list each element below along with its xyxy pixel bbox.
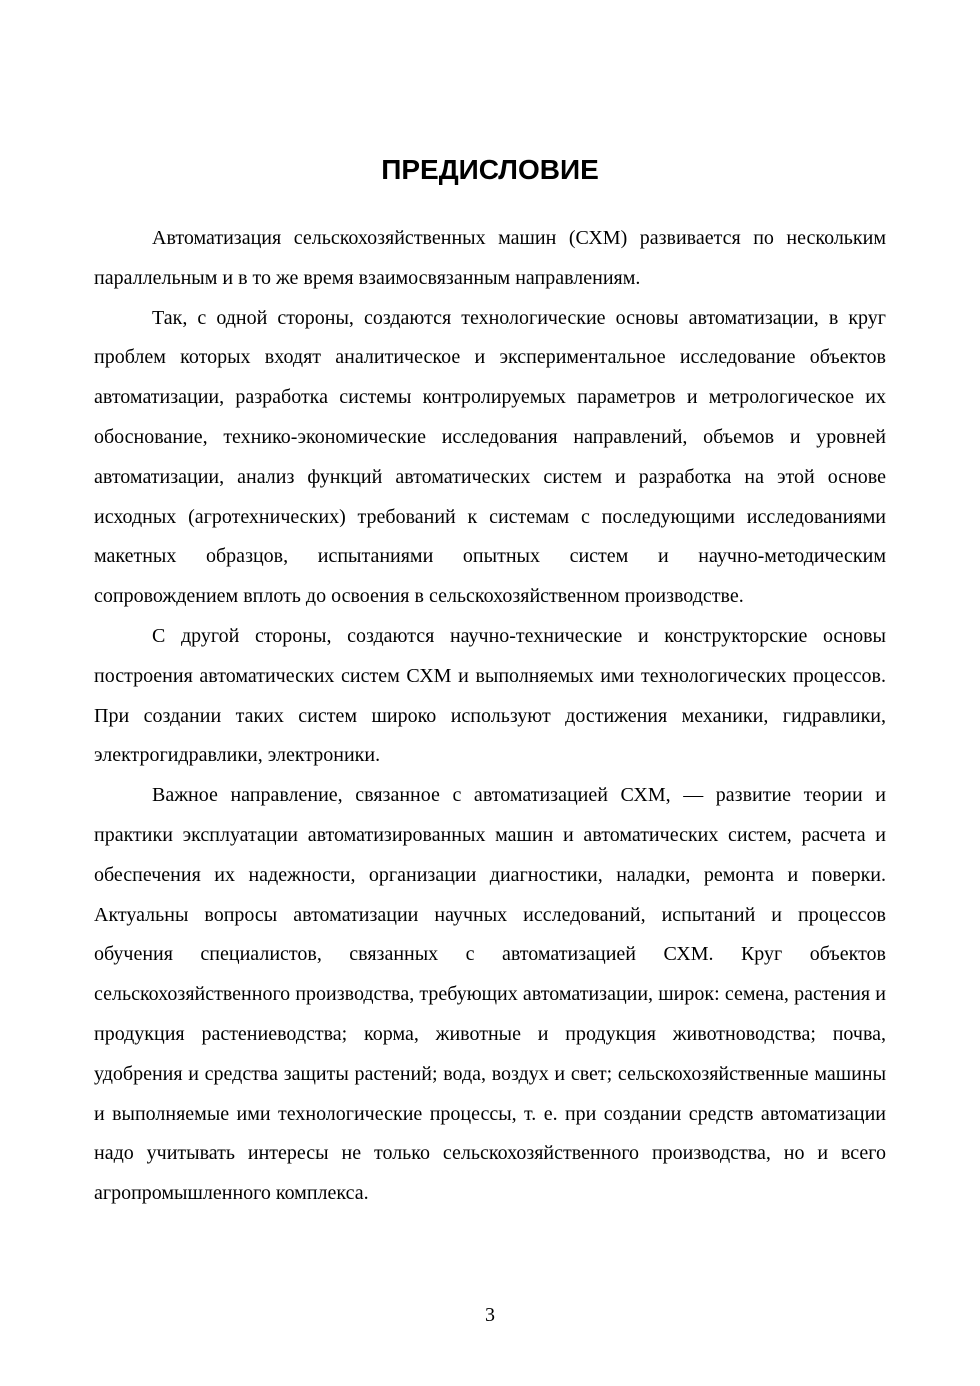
- paragraph-engineering-foundations: С другой стороны, создаются научно-технические и конструкторские основы построения автоматических систем СХМ и выполняемых ими технологических процессов. При создании таких систем широко используют достижения механики, гидравлики, электрогидравлики, электроники.: [94, 624, 886, 767]
- page-title: ПРЕДИСЛОВИЕ: [381, 154, 599, 185]
- paragraph-technological-foundations: Так, с одной стороны, создаются технологические основы автоматизации, в круг проблем которых входят аналитическое и экспериментальное исследование объектов автоматизации, разработка системы контролируемых параметров и метрологическое их обоснование, технико-экономические исследования направлений, объемов и уровней автоматизации, анализ функций автоматических систем и разработка на этой основе исходных (агротехнических) требований к системам с последующими исследованиями макетных образцов, испытаниями опытных систем и научно-методическим сопровождением вплоть до освоения в сельскохозяйственном производстве.: [94, 306, 886, 608]
- page-number: 3: [485, 1304, 495, 1326]
- paragraph-intro: Автоматизация сельскохозяйственных машин (СХМ) развивается по нескольким параллельным и в то же время взаимосвязанным направлениям.: [94, 227, 886, 289]
- body-text: [94, 219, 886, 1214]
- paragraph-operation-and-objects: Важное направление, связанное с автоматизацией СХМ, — развитие теории и практики эксплуатации автоматизированных машин и автоматических систем, расчета и обеспечения их надежности, организации диагностики, наладки, ремонта и поверки. Актуальны вопросы автоматизации научных исследований, испытаний и процессов обучения специалистов, связанных с автоматизацией СХМ. Круг объектов сельскохозяйственного производства, требующих автоматизации, широк: семена, растения и продукция растениеводства; корма, животные и продукция животноводства; почва, удобрения и средства защиты растений; вода, воздух и свет; сельскохозяйственные машины и выполняемые ими технологические процессы, т. е. при создании средств автоматизации надо учитывать интересы не только сельскохозяйственного производства, но и всего агропромышленного комплекса.: [94, 784, 886, 1205]
